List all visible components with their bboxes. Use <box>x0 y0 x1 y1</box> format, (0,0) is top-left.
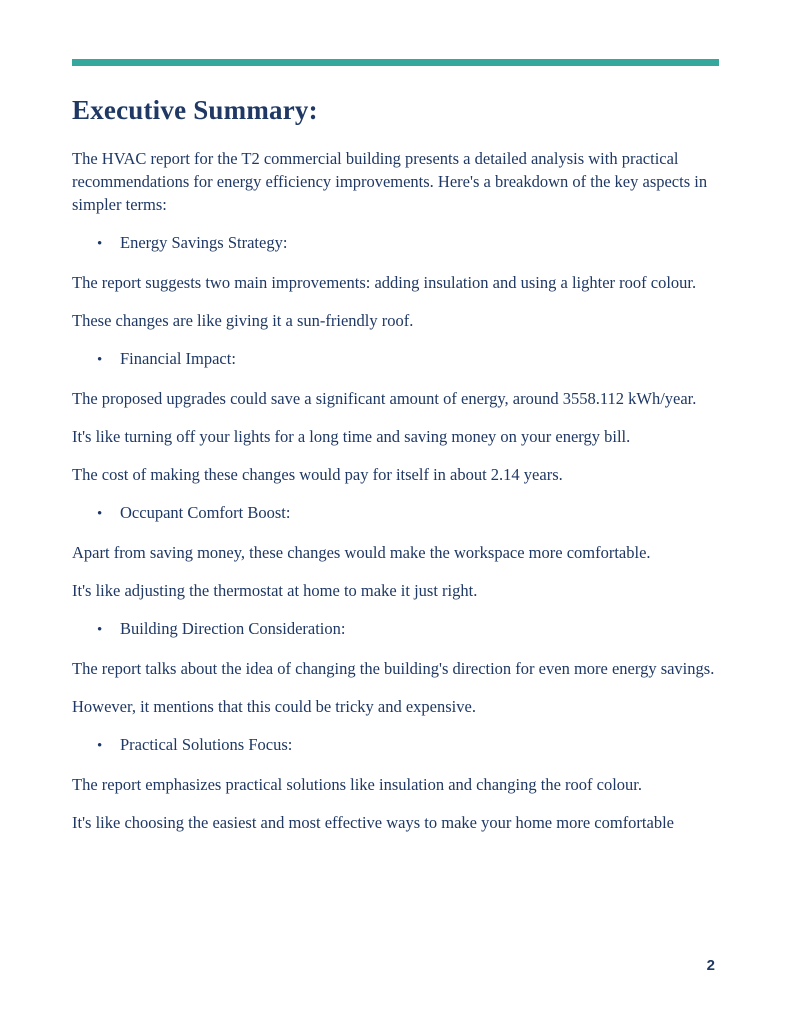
bullet-item-financial-impact <box>72 347 719 372</box>
bullet-item-occupant-comfort <box>72 501 719 526</box>
bullet-icon: • <box>97 738 103 754</box>
paragraph: The report suggests two main improvements: adding insulation and using a lighter roof colour. <box>72 273 697 292</box>
paragraph: However, it mentions that this could be tricky and expensive. <box>72 697 476 716</box>
bullet-icon: • <box>97 352 103 368</box>
paragraph-intro: The HVAC report for the T2 commercial building presents a detailed analysis with practical recommendations for energy efficiency improvements. Here's a breakdown of the key aspects in simpler terms: <box>72 149 708 214</box>
paragraph: It's like turning off your lights for a long time and saving money on your energy bill. <box>72 427 631 446</box>
paragraph: These changes are like giving it a sun-friendly roof. <box>72 311 414 330</box>
bullet-label: Practical Solutions Focus: <box>120 735 293 754</box>
bullet-icon: • <box>97 622 103 638</box>
bullet-label: Occupant Comfort Boost: <box>120 503 291 522</box>
paragraph: The report talks about the idea of changing the building's direction for even more energy savings. <box>72 659 715 678</box>
bullet-icon: • <box>97 236 103 252</box>
paragraph: The proposed upgrades could save a significant amount of energy, around 3558.112 kWh/year. <box>72 389 697 408</box>
paragraph: It's like choosing the easiest and most effective ways to make your home more comfortable <box>72 813 674 832</box>
bullet-label: Energy Savings Strategy: <box>120 233 288 252</box>
bullet-item-building-direction <box>72 617 719 642</box>
top-accent-rule <box>72 59 719 66</box>
paragraph: The report emphasizes practical solutions like insulation and changing the roof colour. <box>72 775 643 794</box>
bullet-item-practical-solutions <box>72 733 719 758</box>
bullet-icon: • <box>97 506 103 522</box>
bullet-item-energy-savings <box>72 231 719 256</box>
bullet-label: Building Direction Consideration: <box>120 619 346 638</box>
paragraph: It's like adjusting the thermostat at home to make it just right. <box>72 581 478 600</box>
bullet-label: Financial Impact: <box>120 349 236 368</box>
page-title: Executive Summary: <box>72 95 318 125</box>
paragraph: Apart from saving money, these changes would make the workspace more comfortable. <box>72 543 651 562</box>
page-number: 2 <box>706 957 715 974</box>
paragraph: The cost of making these changes would pay for itself in about 2.14 years. <box>72 465 563 484</box>
